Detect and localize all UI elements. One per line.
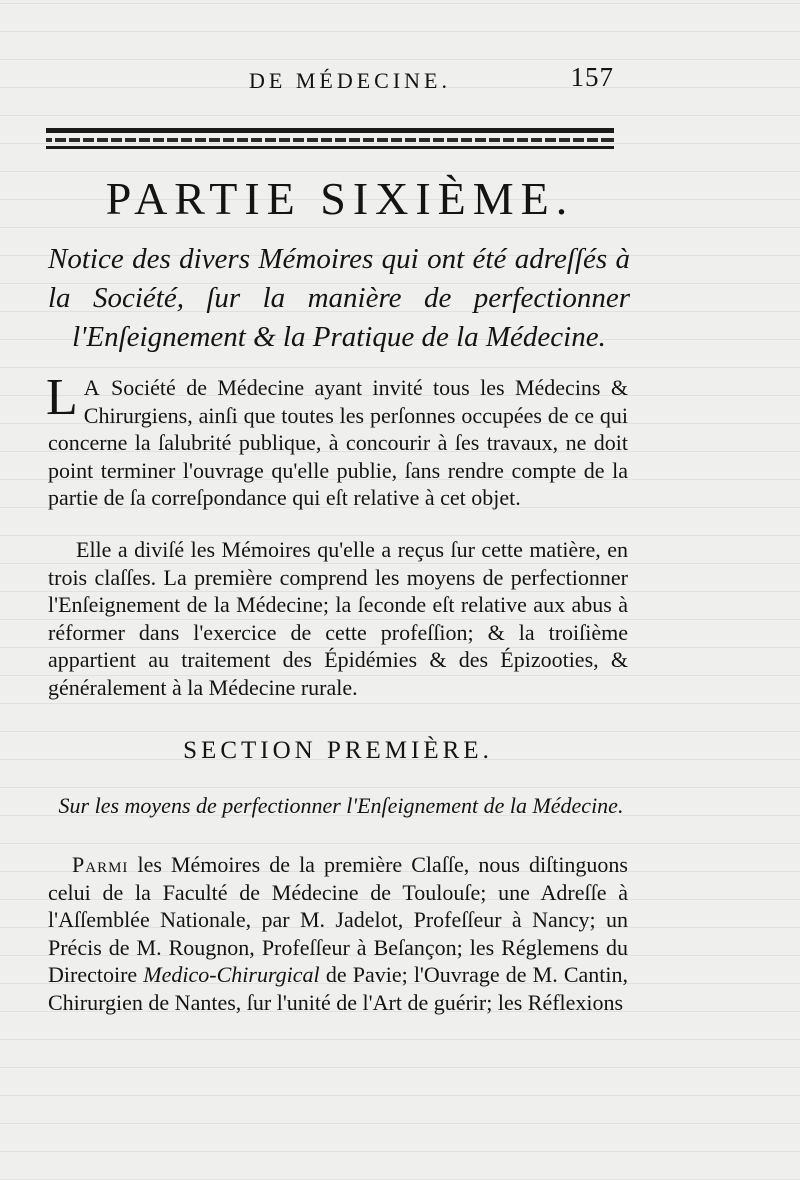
paragraph-lead: A (83, 375, 101, 400)
section-title: SECTION PREMIÈRE. (183, 737, 493, 764)
section-subtitle: Sur les moyens de perfectionner l'Enſeignement de la Médecine. (58, 793, 624, 818)
paragraph-text: Société de Médecine ayant invité tous les Médecins & Chirurgiens, ainſi que toutes les perſonnes occupées de ce qui concerne la ſalubrité publique, à concourir à ſes travaux, ne doit point terminer l'ouvrage qu'elle publie, ſans rendre compte de la partie de ſa correſpondance qui eſt relative à cet objet. (48, 375, 628, 510)
paragraph-text-cont: de Pavie; l'Ouvrage de M. Cantin, Chirurgien de Nantes, ſur l'unité de l'Art de guérir; les Réflexions (48, 962, 628, 1015)
running-head: DE MÉDECINE. (249, 68, 451, 93)
paragraph-text: les Mémoires de la première Claſſe, nous diſtinguons celui de la Faculté de Médecine de Toulouſe; une Adreſſe à l'Aſſemblée Nationale, par M. Jadelot, Profeſſeur à Nancy; un Précis de M. Rougnon, Profeſſeur à Beſançon; les Réglemens du Directoire (48, 852, 628, 987)
page-number: 157 (570, 62, 614, 92)
drop-cap: L (46, 369, 78, 426)
paragraph-memoirs (48, 851, 628, 1016)
part-subtitle: Notice des divers Mémoires qui ont été adreſſés à la Société, ſur la manière de perfectionner l'Enſeignement & la Pratique de la Médecine. (48, 243, 630, 353)
paragraph-lead: Parmi (72, 852, 129, 877)
paragraph-classes: Elle a diviſé les Mémoires qu'elle a reçus ſur cette matière, en trois claſſes. La première comprend les moyens de perfectionner l'Enſeignement de la Médecine; la ſeconde eſt relative aux abus à réformer dans l'exercice de cette profeſſion; & la troiſième appartient au traitement des Épidémies & des Épizooties, & généralement à la Médecine rurale. (48, 537, 628, 700)
part-title: PARTIE SIXIÈME. (105, 173, 575, 224)
ornamental-rule (46, 126, 614, 152)
italic-term: Medico-Chirurgical (143, 962, 320, 987)
paragraph-intro (46, 369, 628, 512)
